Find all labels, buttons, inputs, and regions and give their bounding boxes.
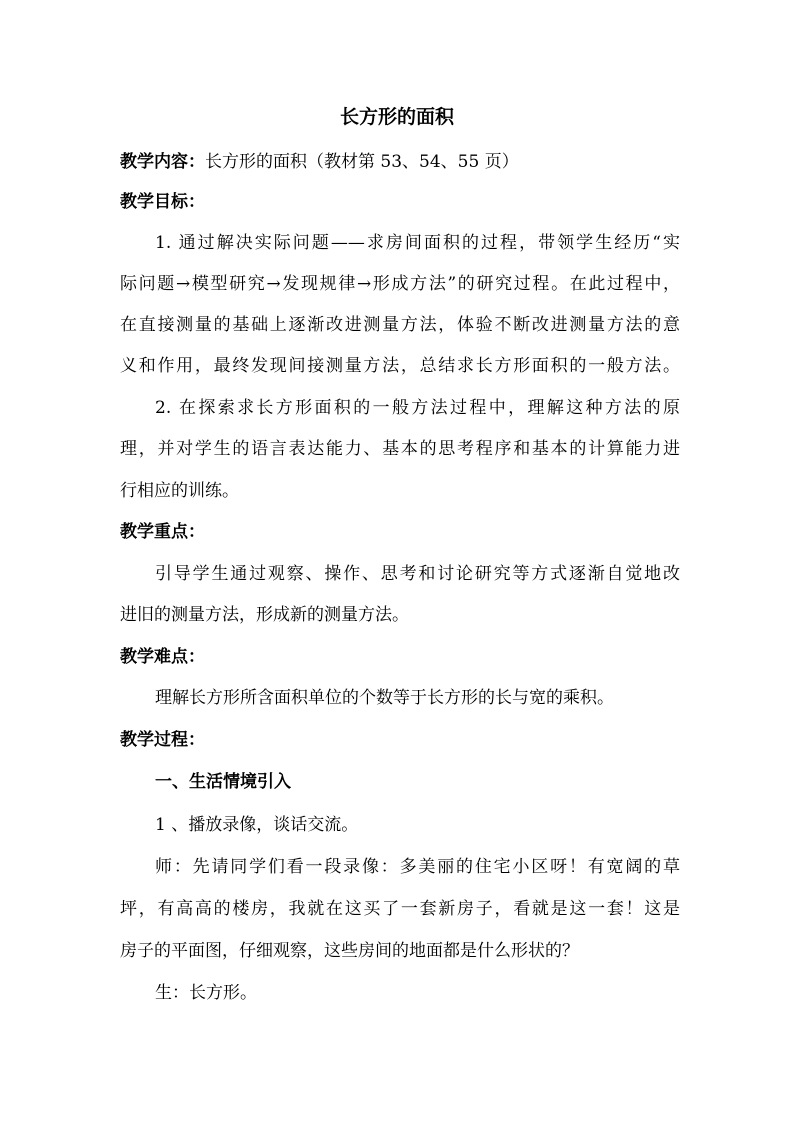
content-line xyxy=(120,148,680,176)
objectives-heading: 教学目标： xyxy=(120,192,205,212)
teacher-line-3: 房子的平面图，仔细观察，这些房间的地面都是什么形状的？ xyxy=(120,941,579,961)
teacher-line-2: 坪，有高高的楼房，我就在这买了一套新房子，看就是这一套！这是 xyxy=(120,899,680,919)
objective2-line-3: 行相应的训练。 xyxy=(120,481,239,501)
objective2-line-2: 理，并对学生的语言表达能力、基本的思考程序和基本的计算能力进 xyxy=(120,439,680,459)
objective1-line-3: 在直接测量的基础上逐渐改进测量方法，体验不断改进测量方法的意 xyxy=(120,315,680,335)
objective1-line-1: 1. 通过解决实际问题——求房间面积的过程，带领学生经历“实 xyxy=(155,233,680,253)
objective2-line-1: 2. 在探索求长方形面积的一般方法过程中，理解这种方法的原 xyxy=(155,398,680,418)
teacher-line-1: 师：先请同学们看一段录像：多美丽的住宅小区呀！有宽阔的草 xyxy=(155,857,680,877)
step1-line: 1 、播放录像，谈话交流。 xyxy=(155,815,359,835)
content-value: 长方形的面积（教材第 53、54、55 页） xyxy=(205,152,519,172)
document-title: 长方形的面积 xyxy=(339,106,454,128)
process-heading: 教学过程： xyxy=(120,730,205,750)
section1-heading: 一、生活情境引入 xyxy=(155,772,291,792)
content-label: 教学内容： xyxy=(120,152,205,172)
objective1-line-4: 义和作用，最终发现间接测量方法，总结求长方形面积的一般方法。 xyxy=(120,356,680,376)
difficulty-line: 理解长方形所含面积单位的个数等于长方形的长与宽的乘积。 xyxy=(155,688,614,708)
keypoint-heading: 教学重点： xyxy=(120,522,205,542)
keypoint-line-1: 引导学生通过观察、操作、思考和讨论研究等方式逐渐自觉地改 xyxy=(155,564,680,584)
keypoint-line-2: 进旧的测量方法，形成新的测量方法。 xyxy=(120,605,409,625)
student-line: 生：长方形。 xyxy=(155,983,257,1003)
objective1-line-2: 际问题→模型研究→发现规律→形成方法”的研究过程。在此过程中， xyxy=(120,274,680,294)
difficulty-heading: 教学难点： xyxy=(120,647,205,667)
